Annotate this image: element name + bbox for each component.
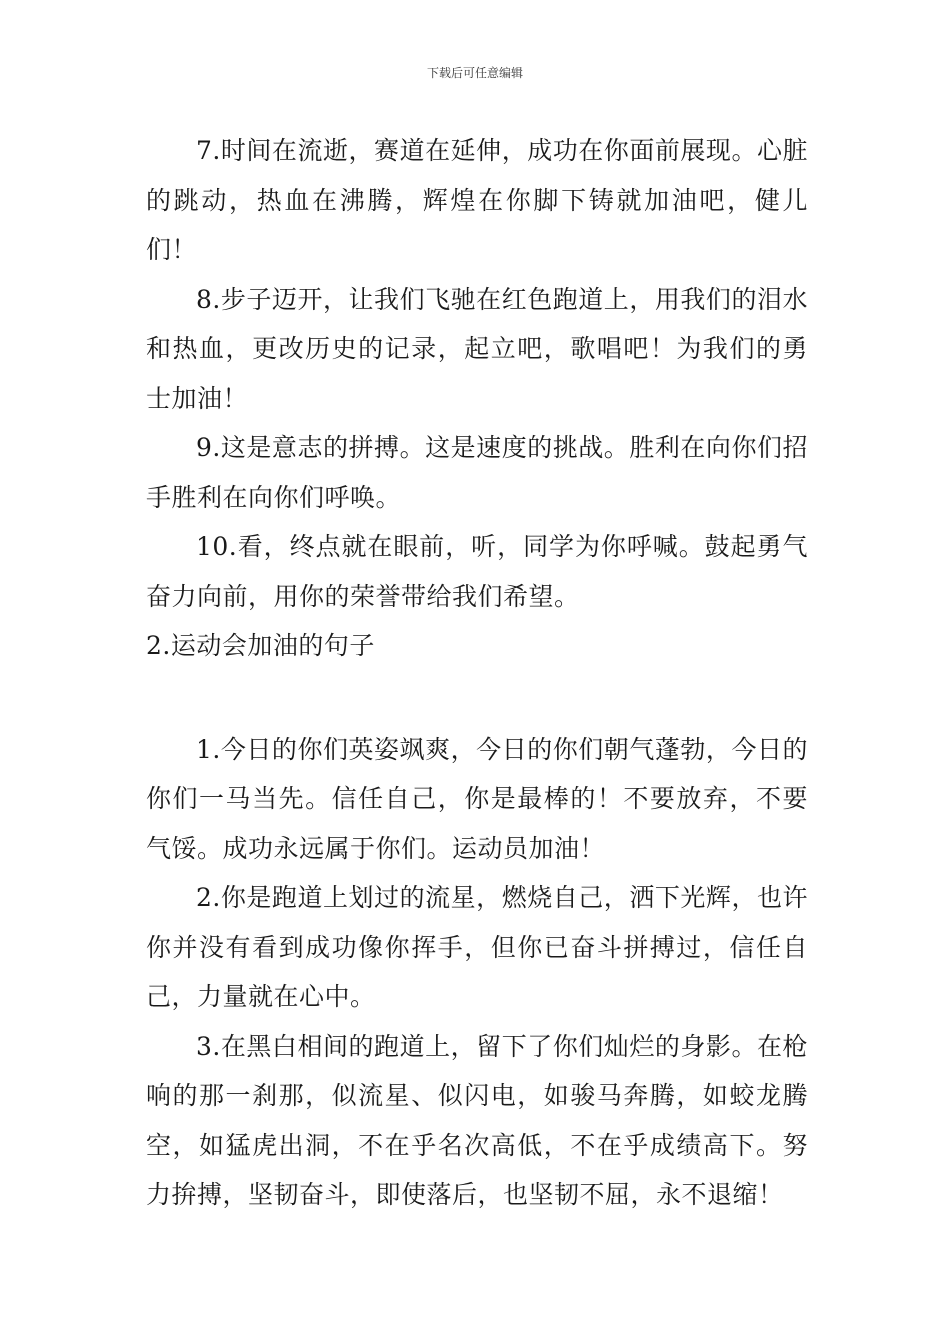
paragraph-item-8: 8.步子迈开，让我们飞驰在红色跑道上，用我们的泪水和热血，更改历史的记录，起立吧，歌唱吧！为我们的勇士加油！ xyxy=(146,284,808,413)
paragraph-item-9: 9.这是意志的拼搏。这是速度的挑战。胜利在向你们招手胜利在向你们呼唤。 xyxy=(146,433,808,512)
section-spacer xyxy=(146,671,808,725)
paragraph-item-7: 7.时间在流逝，赛道在延伸，成功在你面前展现。心脏的跳动，热血在沸腾，辉煌在你脚下铸就加油吧，健儿们！ xyxy=(146,136,808,264)
paragraph-item-10: 10.看，终点就在眼前，听，同学为你呼喊。鼓起勇气奋力向前，用你的荣誉带给我们希望。 xyxy=(146,532,808,611)
page-header: 下载后可任意编辑 xyxy=(426,66,523,80)
paragraph-item-3: 3.在黑白相间的跑道上，留下了你们灿烂的身影。在枪响的那一刹那，似流星、似闪电，如骏马奔腾，如蛟龙腾空，如猛虎出洞，不在乎名次高低，不在乎成绩高下。努力拚搏，坚韧奋斗，即使落后，也坚韧不屈，永不退缩！ xyxy=(146,1031,808,1209)
paragraph-item-1: 1.今日的你们英姿飒爽，今日的你们朝气蓬勃，今日的你们一马当先。信任自己，你是最棒的！不要放弃，不要气馁。成功永远属于你们。运动员加油！ xyxy=(146,734,808,863)
section-heading: 2.运动会加油的句子 xyxy=(146,631,375,660)
paragraph-item-2: 2.你是跑道上划过的流星，燃烧自己，洒下光辉，也许你并没有看到成功像你挥手，但你已奋斗拼搏过，信任自己，力量就在心中。 xyxy=(146,883,808,1011)
document-body xyxy=(146,126,808,1220)
